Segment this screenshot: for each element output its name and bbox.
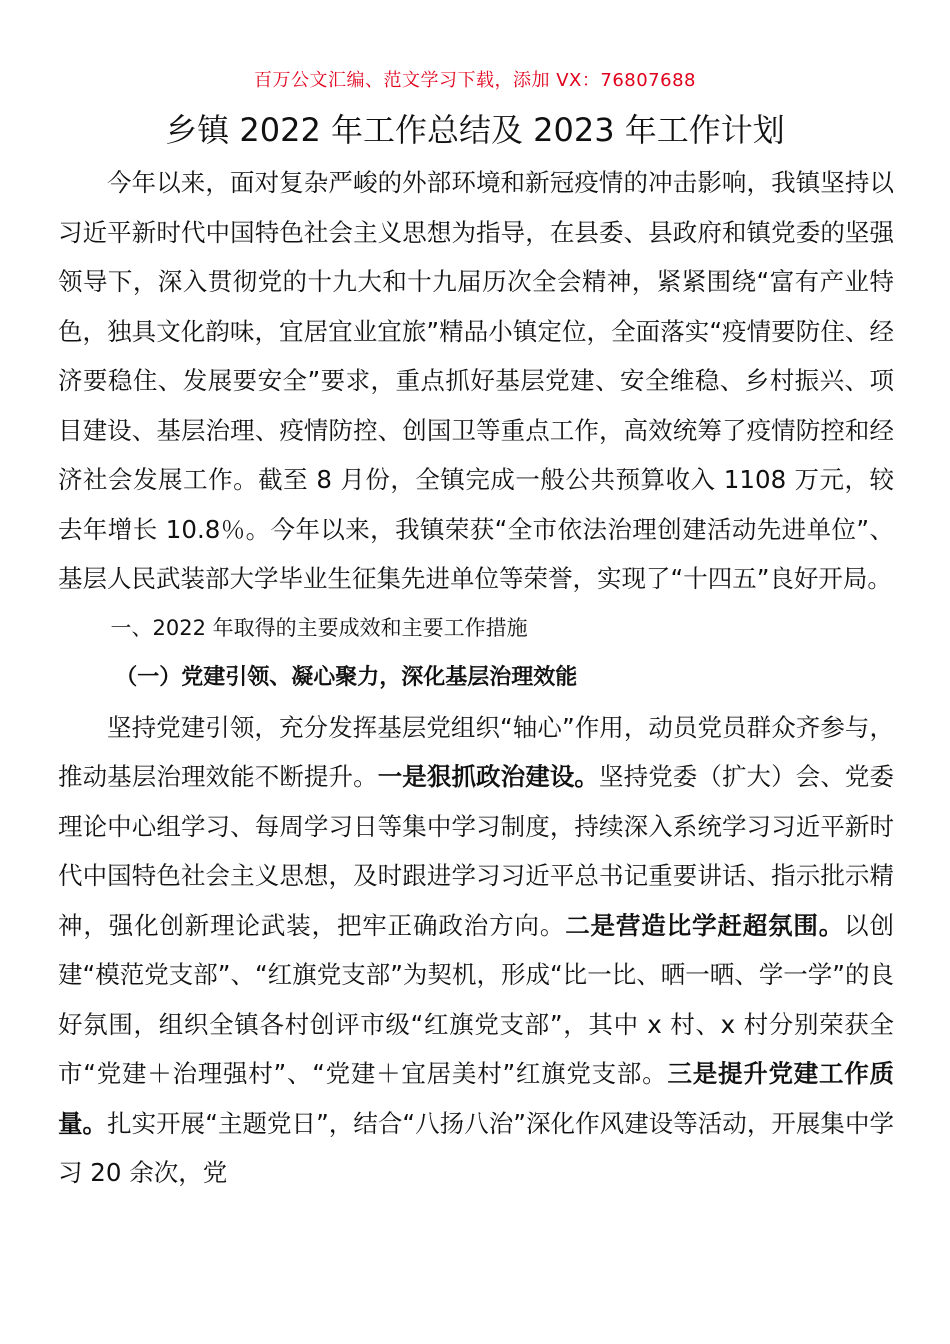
party-text-3: 以创建“模范党支部”、“红旗党支部”为契机，形成“比一比、晒一晒、学一学”的良好氛围，组织全镇各村创评市级“红旗党支部”，其中 x 村、x 村分别荣获全市“党建＋治理强村”、“党建＋宜居美村”红旗党支部。 [58, 910, 894, 1088]
subsection-one-heading: （一）党建引领、凝心聚力，深化基层治理效能 [115, 665, 578, 690]
party-point-2-bold: 二是营造比学赶超氛围。 [565, 910, 845, 940]
intro-paragraph: 今年以来，面对复杂严峻的外部环境和新冠疫情的冲击影响，我镇坚持以习近平新时代中国特色社会主义思想为指导，在县委、县政府和镇党委的坚强领导下，深入贯彻党的十九大和十九届历次全会精神，紧紧围绕“富有产业特色，独具文化韵味，宜居宜业宜旅”精品小镇定位，全面落实“疫情要防住、经济要稳住、发展要安全”要求，重点抓好基层党建、安全维稳、乡村振兴、项目建设、基层治理、疫情防控、创国卫等重点工作，高效统筹了疫情防控和经济社会发展工作。截至 8 月份，全镇完成一般公共预算收入 1108 万元，较去年增长 10.8％。今年以来，我镇荣获“全市依法治理创建活动先进单位”、基层人民武装部大学毕业生征集先进单位等荣誉，实现了“十四五”良好开局。 [58, 168, 894, 593]
party-text-1: 坚持党建引领，充分发挥基层党组织“轴心”作用，动员党员群众齐参与，推动基层治理效能不断提升。 [58, 712, 894, 791]
party-point-3-bold: 三是提升党建工作质量。 [58, 1059, 894, 1138]
header-contact-note: 百万公文汇编、范文学习下载，添加 VX：76807688 [254, 70, 696, 91]
section-one-heading: 一、2022 年取得的主要成效和主要工作措施 [110, 615, 528, 640]
party-text-2: 坚持党委（扩大）会、党委理论中心组学习、每周学习日等集中学习制度，持续深入系统学习习近平新时代中国特色社会主义思想，及时跟进学习习近平总书记重要讲话、指示批示精神，强化创新理论武装，把牢正确政治方向。 [58, 762, 895, 940]
party-building-paragraph [58, 703, 894, 1198]
document-body [58, 158, 894, 1198]
document-title: 乡镇 2022 年工作总结及 2023 年工作计划 [165, 111, 785, 149]
party-point-1-bold: 一是狠抓政治建设。 [377, 762, 600, 791]
party-text-4: 扎实开展“主题党日”，结合“八扬八治”深化作风建设等活动，开展集中学习 20 余次，党 [58, 1108, 894, 1187]
